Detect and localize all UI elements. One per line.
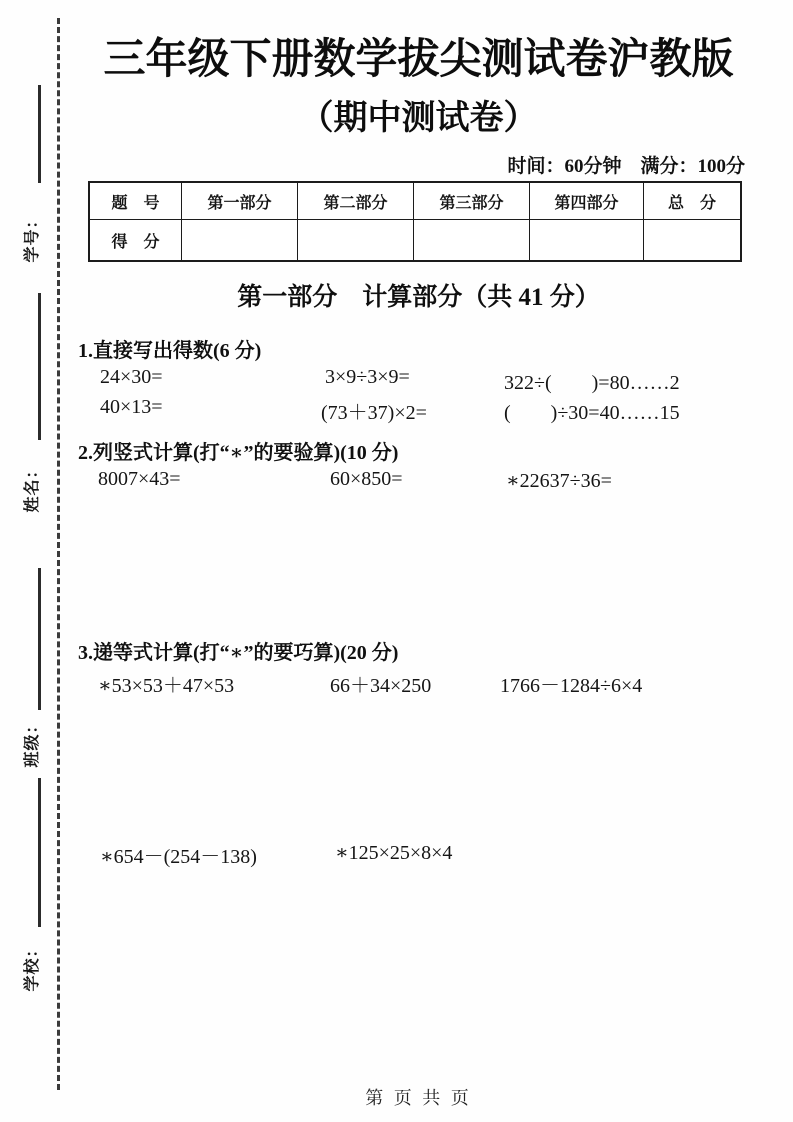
section1-heading: 第一部分 计算部分（共 41 分） (237, 284, 600, 311)
q3-expression: ∗654－(254－138) (100, 846, 257, 868)
score-table (88, 181, 742, 262)
student-id-blank-line (38, 85, 41, 183)
score-cell-part3 (414, 220, 530, 260)
name-blank-line (38, 293, 41, 440)
student-id-label: 学号： (24, 211, 41, 263)
question3-label: 3.递等式计算(打“∗”的要巧算)(20 分) (78, 642, 399, 664)
q3-expression: ∗53×53＋47×53 (98, 675, 235, 697)
time-score-info: 时间：60分钟 满分：100分 (507, 156, 745, 177)
class-blank-line (38, 568, 41, 710)
question2-label: 2.列竖式计算(打“∗”的要验算)(10 分) (78, 442, 399, 464)
score-table-header-part3: 第三部分 (414, 183, 530, 220)
q2-expression: 8007×43= (98, 468, 181, 490)
class-label: 班级： (24, 716, 41, 768)
q1-expression: 322÷( )=80……2 (504, 372, 680, 394)
score-cell-part1 (182, 220, 298, 260)
q1-expression: ( )÷30=40……15 (504, 402, 680, 424)
q2-expression: 60×850= (330, 468, 403, 490)
school-label: 学校： (24, 940, 41, 992)
q3-expression: 66＋34×250 (330, 675, 432, 697)
q1-expression: 24×30= (100, 366, 163, 388)
score-table-header-part2: 第二部分 (298, 183, 414, 220)
name-label: 姓名： (24, 461, 41, 513)
paper-subtitle: （期中测试卷） (299, 98, 538, 138)
score-cell-total (644, 220, 740, 260)
school-blank-line (38, 778, 41, 927)
q1-expression: (73＋37)×2= (321, 402, 427, 424)
q2-expression: ∗22637÷36= (506, 470, 612, 492)
page-number-footer: 第 页 共 页 (365, 1088, 472, 1108)
score-table-header-part1: 第一部分 (182, 183, 298, 220)
q1-expression: 3×9÷3×9= (325, 366, 410, 388)
score-cell-part2 (298, 220, 414, 260)
score-row-label: 得 分 (90, 220, 182, 260)
binding-dashed-line (57, 18, 60, 1090)
score-table-header-part4: 第四部分 (530, 183, 644, 220)
score-table-header-total: 总 分 (644, 183, 740, 220)
q1-expression: 40×13= (100, 396, 163, 418)
score-table-header-question: 题 号 (90, 183, 182, 220)
q3-expression: ∗125×25×8×4 (335, 842, 453, 864)
score-cell-part4 (530, 220, 644, 260)
q3-expression: 1766－1284÷6×4 (500, 675, 643, 697)
paper-title: 三年级下册数学拔尖测试卷沪教版 (103, 34, 734, 83)
question1-label: 1.直接写出得数(6 分) (78, 340, 262, 362)
